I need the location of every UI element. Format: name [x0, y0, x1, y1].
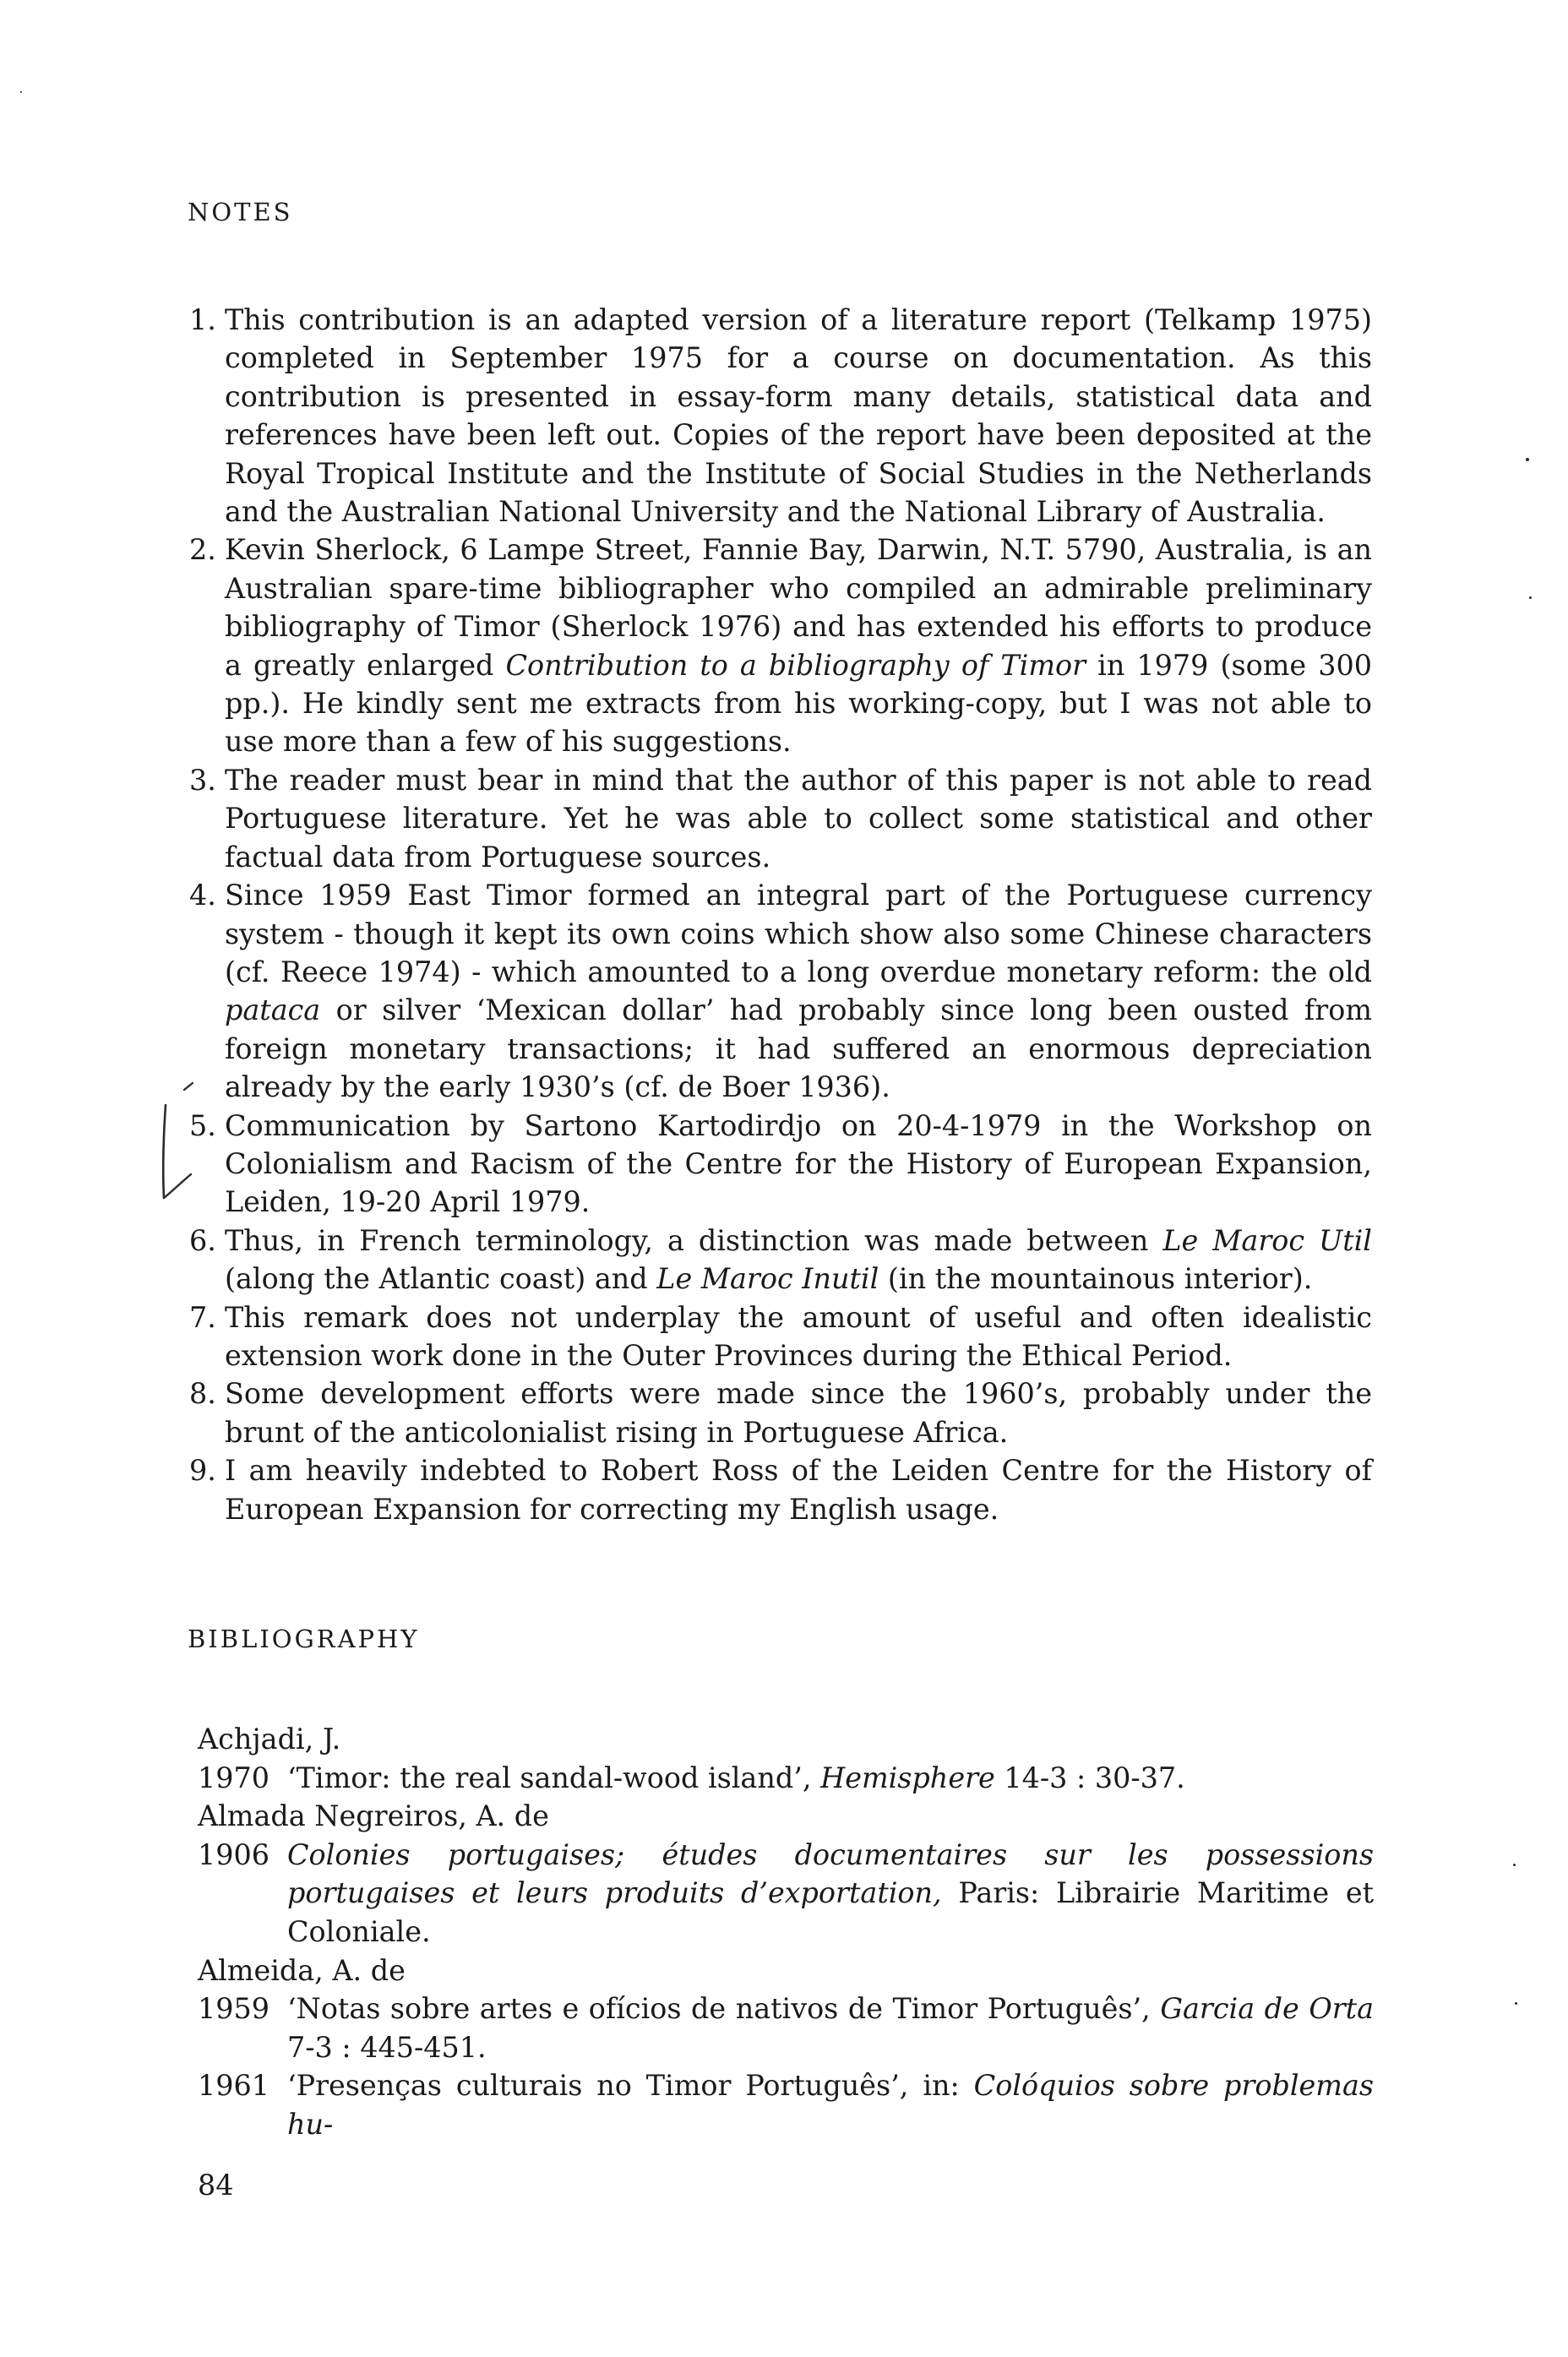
note-item — [189, 876, 1372, 1106]
text-run: Since 1959 East Timor formed an integral part of the Portuguese currency system - though it kept its own coins which show also some Chinese characters (cf. Reece 1974) - which amounted to a long overdue monetary reform: the old — [225, 879, 1372, 988]
note-text — [225, 1298, 1372, 1375]
bibliography-author: Almeida, A. de — [198, 1953, 406, 1987]
scan-speck — [1515, 2002, 1517, 2005]
text-run: Thus, in French terminology, a distinction was made between — [225, 1223, 1163, 1257]
italic-text: Contribution to a bibliography of Timor — [505, 648, 1086, 682]
text-run: in 1979 (some 300 pp.). He kindly sent me extracts from his working-copy, but I was not able to use more than a few of his suggestions. — [225, 648, 1372, 759]
text-run: or silver ‘Mexican dollar’ had probably since long been ousted from foreign monetary transactions; it had suffered an enormous depreciation already by the early 1930’s (cf. de Boer 1936). — [225, 993, 1372, 1104]
text-run: This contribution is an adapted version of a literature report (Telkamp 1975) completed in September 1975 for a course on documentation. As this contribution is presented in essay-form many details, statistical data and references have been left out. Copies of the report have been deposited at the Royal Tropical Institute and the Institute of Social Studies in the Netherlands and the Australian National University and the National Library of Australia. — [225, 303, 1372, 529]
scan-speck — [1526, 458, 1529, 461]
text-run: (in the mountainous interior). — [879, 1262, 1313, 1296]
bibliography-year: 1961 — [198, 2069, 270, 2103]
text-run: Some development efforts were made since the 1960’s, probably under the brunt of the anticolonialist rising in Portuguese Africa. — [225, 1377, 1372, 1449]
italic-text: Colonies portugaises; études documentaires sur les possessions portugaises et leurs produits d’exportation, — [287, 1837, 1374, 1910]
note-number: 4. — [189, 879, 216, 912]
note-text — [225, 876, 1372, 1106]
scan-speck — [1529, 596, 1532, 599]
text-run: 7-3 : 445-451. — [287, 2030, 487, 2064]
note-item — [189, 1451, 1372, 1528]
note-number: 8. — [189, 1377, 216, 1411]
scan-speck — [20, 91, 22, 93]
text-run: This remark does not underplay the amount of useful and often idealistic extension work done in the Outer Provinces during the Ethical Period. — [225, 1300, 1372, 1372]
note-number: 6. — [189, 1223, 216, 1257]
note-text — [225, 531, 1372, 760]
italic-text: pataca — [225, 993, 321, 1027]
bibliography-heading: BIBLIOGRAPHY — [188, 1625, 420, 1653]
text-run: Communication by Sartono Kartodirdjo on 20-4-1979 in the Workshop on Colonialism and Racism of the Centre for the History of European Expansion, Leiden, 19-20 April 1979. — [225, 1108, 1372, 1219]
bibliography-author: Achjadi, J. — [198, 1723, 341, 1756]
note-text — [225, 761, 1372, 876]
note-item — [189, 1107, 1372, 1222]
text-run: 14-3 : 30-37. — [994, 1761, 1185, 1794]
note-number: 7. — [189, 1300, 216, 1334]
notes-heading: NOTES — [188, 198, 293, 226]
notes-list — [189, 301, 1372, 1528]
bibliography-year: 1959 — [198, 1992, 270, 2026]
text-run: The reader must bear in mind that the author of this paper is not able to read Portuguese literature. Yet he was able to collect some statistical and other factual data from Portuguese sources. — [225, 763, 1372, 874]
text-run: ‘Presenças culturais no Timor Português’, in: — [287, 2069, 974, 2103]
text-run: ‘Notas sobre artes e ofícios de nativos de Timor Português’, — [287, 1992, 1161, 2026]
scan-speck — [1513, 1864, 1516, 1866]
note-item — [189, 1374, 1372, 1451]
note-number: 5. — [189, 1108, 216, 1142]
note-item — [189, 301, 1372, 531]
italic-text: Le Maroc Inutil — [656, 1262, 879, 1296]
note-number: 3. — [189, 763, 216, 797]
text-run: Kevin Sherlock, 6 Lampe Street, Fannie Bay, Darwin, N.T. 5790, Australia, is an Australian spare-time bibliographer who compiled an admirable preliminary bibliography of Timor (Sherlock 1976) and has extended his efforts to produce a greatly enlarged — [225, 533, 1372, 682]
italic-text: Colóquios sobre problemas hu- — [287, 2069, 1374, 2141]
italic-text: Garcia de Orta — [1160, 1992, 1374, 2026]
bibliography-entry — [198, 1836, 1374, 1951]
note-text — [225, 1451, 1372, 1528]
note-item — [189, 1222, 1372, 1298]
text-run: I am heavily indebted to Robert Ross of the Leiden Centre for the History of European Expansion for correcting my English usage. — [225, 1454, 1372, 1526]
text-run: ‘Timor: the real sandal-wood island’, — [287, 1761, 821, 1794]
note-text — [225, 1374, 1372, 1451]
italic-text: Le Maroc Util — [1162, 1223, 1372, 1257]
note-number: 1. — [189, 303, 216, 336]
bibliography-year: 1906 — [198, 1837, 270, 1871]
bibliography-entry — [198, 1759, 1374, 1798]
note-item — [189, 761, 1372, 876]
note-item — [189, 1298, 1372, 1375]
page-number: 84 — [198, 2169, 234, 2202]
italic-text: Hemisphere — [820, 1761, 995, 1794]
note-number: 2. — [189, 533, 216, 567]
note-text — [225, 1107, 1372, 1222]
bibliography-entry — [198, 1990, 1374, 2066]
text-run: (along the Atlantic coast) and — [225, 1262, 657, 1296]
bibliography-list — [198, 1720, 1374, 2144]
note-item — [189, 531, 1372, 760]
note-number: 9. — [189, 1454, 216, 1488]
handwritten-bracket-mark — [144, 1080, 203, 1223]
bibliography-author: Almada Negreiros, A. de — [198, 1799, 549, 1833]
text-run: Paris: Librairie Maritime et Coloniale. — [287, 1876, 1374, 1948]
bibliography-entry — [198, 2066, 1374, 2143]
note-text — [225, 301, 1372, 531]
bibliography-year: 1970 — [198, 1761, 270, 1794]
note-text — [225, 1222, 1372, 1298]
